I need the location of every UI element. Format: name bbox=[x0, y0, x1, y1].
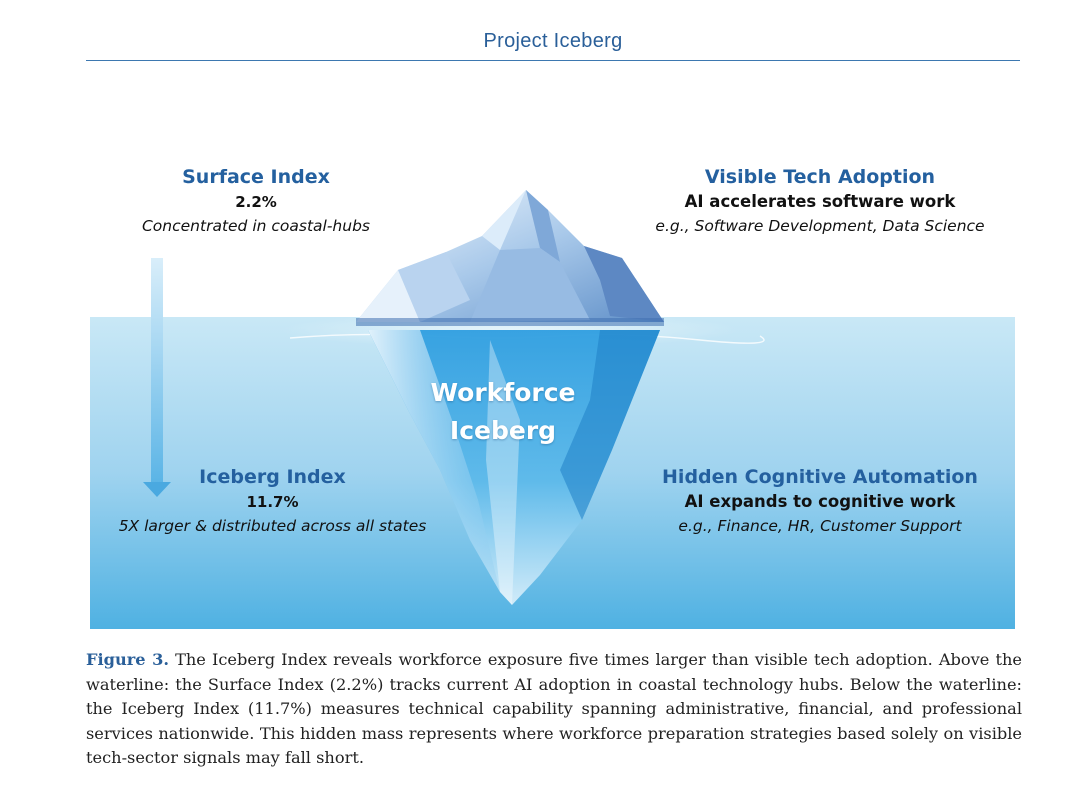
surface-index-value: 2.2% bbox=[235, 193, 277, 211]
iceberg-title-line1: Workforce bbox=[430, 378, 576, 407]
visible-tech-note: e.g., Software Development, Data Science bbox=[655, 217, 985, 235]
iceberg-title-line2: Iceberg bbox=[449, 416, 557, 445]
visible-tech-block bbox=[640, 164, 1000, 238]
visible-tech-title: Visible Tech Adoption bbox=[704, 166, 936, 188]
iceberg-index-block bbox=[100, 464, 445, 538]
visible-tech-subtitle: AI accelerates software work bbox=[684, 192, 956, 211]
iceberg-index-value: 11.7% bbox=[246, 493, 299, 511]
workforce-iceberg-title bbox=[400, 374, 606, 450]
hidden-automation-block bbox=[650, 464, 990, 538]
figure-label: Figure 3. bbox=[86, 650, 170, 669]
iceberg-index-title: Iceberg Index bbox=[199, 466, 346, 488]
figure-caption bbox=[86, 648, 1022, 771]
surface-index-note: Concentrated in coastal-hubs bbox=[141, 217, 370, 235]
hidden-automation-title: Hidden Cognitive Automation bbox=[662, 466, 978, 488]
surface-index-title: Surface Index bbox=[182, 166, 330, 188]
iceberg-index-note: 5X larger & distributed across all states bbox=[118, 517, 427, 535]
running-header: Project Iceberg bbox=[483, 30, 623, 52]
caption-text: The Iceberg Index reveals workforce exposure five times larger than visible tech adoption. Above the waterline: the Surface Index (2.2%) tracks current AI adoption in coastal technology hubs. Below the waterline: the Iceberg Index (11.7%) measures technical capability spanning administrative, financial, and professional services nationwide. This hidden mass represents where workforce preparation strategies based solely on visible tech-sector signals may fall short. bbox=[86, 650, 1022, 768]
surface-index-block bbox=[116, 164, 396, 238]
hidden-automation-subtitle: AI expands to cognitive work bbox=[684, 492, 956, 511]
hidden-automation-note: e.g., Finance, HR, Customer Support bbox=[678, 517, 962, 535]
iceberg-tip bbox=[356, 190, 664, 326]
